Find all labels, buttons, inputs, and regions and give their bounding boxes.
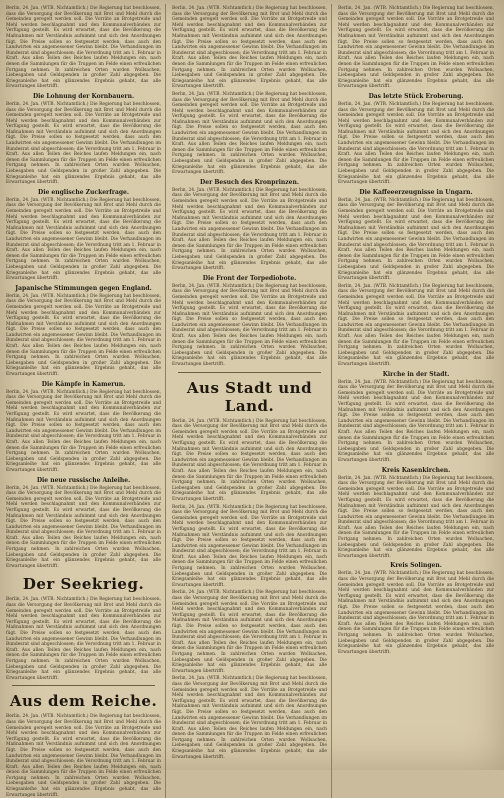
article-body: Berlin, 24. Jan. (WTB. Nichtamtlich.) Die Regierung hat beschlossen, dass die Versorgung der Bevölkerung mit Brot und Mehl durch die Gemeinden geregelt werden soll. Die Vorräte an Brotgetreide und Mehl werden beschlagnahmt und den Kommunalverbänden zur Verfügung gestellt. Es wird erwartet, dass die Bevölkerung die Maßnahmen mit Verständnis aufnimmt und sich den Anordnungen fügt. Die Preise sollen so festgesetzt werden, dass auch den Landwirten ein angemessener Gewinn bleibt. Die Verhandlungen im Bundesrat sind abgeschlossen; die Verordnung tritt am 1. Februar in Kraft. Aus allen Teilen des Reiches laufen Meldungen ein, nach denen die Sammlungen für die Truppen im Felde einen erfreulichen Fortgang nehmen. In zahlreichen Orten wurden Wollsachen, Liebesgaben und Geldspenden in großer Zahl abgegeben. Die Kriegsanleihe hat ein glänzendes Ergebnis gehabt, das alle Erwartungen übertrifft.	[172, 590, 327, 674]
article-body: Berlin, 24. Jan. (WTB. Nichtamtlich.) Die Regierung hat beschlossen, dass die Versorgung der Bevölkerung mit Brot und Mehl durch die Gemeinden geregelt werden soll. Die Vorräte an Brotgetreide und Mehl werden beschlagnahmt und den Kommunalverbänden zur Verfügung gestellt. Es wird erwartet, dass die Bevölkerung die Maßnahmen mit Verständnis aufnimmt und sich den Anordnungen fügt. Die Preise sollen so festgesetzt werden, dass auch den Landwirten ein angemessener Gewinn bleibt. Die Verhandlungen im Bundesrat sind abgeschlossen; die Verordnung tritt am 1. Februar in Kraft. Aus allen Teilen des Reiches laufen Meldungen ein, nach denen die Sammlungen für die Truppen im Felde einen erfreulichen Fortgang nehmen. In zahlreichen Orten wurden Wollsachen, Liebesgaben und Geldspenden in großer Zahl abgegeben. Die Kriegsanleihe hat ein glänzendes Ergebnis gehabt, das alle Erwartungen übertrifft.	[6, 293, 161, 378]
article-body: Berlin, 24. Jan. (WTB. Nichtamtlich.) Die Regierung hat beschlossen, dass die Versorgung der Bevölkerung mit Brot und Mehl durch die Gemeinden geregelt werden soll. Die Vorräte an Brotgetreide und Mehl werden beschlagnahmt und den Kommunalverbänden zur Verfügung gestellt. Es wird erwartet, dass die Bevölkerung die Maßnahmen mit Verständnis aufnimmt und sich den Anordnungen fügt. Die Preise sollen so festgesetzt werden, dass auch den Landwirten ein angemessener Gewinn bleibt. Die Verhandlungen im Bundesrat sind abgeschlossen; die Verordnung tritt am 1. Februar in Kraft. Aus allen Teilen des Reiches laufen Meldungen ein, nach denen die Sammlungen für die Truppen im Felde einen erfreulichen Fortgang nehmen. In zahlreichen Orten wurden Wollsachen, Liebesgaben und Geldspenden in großer Zahl abgegeben. Die Kriegsanleihe hat ein glänzendes Ergebnis gehabt, das alle Erwartungen übertrifft.	[6, 714, 161, 798]
article-body: Berlin, 24. Jan. (WTB. Nichtamtlich.) Die Regierung hat beschlossen, dass die Versorgung der Bevölkerung mit Brot und Mehl durch die Gemeinden geregelt werden soll. Die Vorräte an Brotgetreide und Mehl werden beschlagnahmt und den Kommunalverbänden zur Verfügung gestellt. Es wird erwartet, dass die Bevölkerung die Maßnahmen mit Verständnis aufnimmt und sich den Anordnungen fügt. Die Preise sollen so festgesetzt werden, dass auch den Landwirten ein angemessener Gewinn bleibt. Die Verhandlungen im Bundesrat sind abgeschlossen; die Verordnung tritt am 1. Februar in Kraft. Aus allen Teilen des Reiches laufen Meldungen ein, nach denen die Sammlungen für die Truppen im Felde einen erfreulichen Fortgang nehmen. In zahlreichen Orten wurden Wollsachen, Liebesgaben und Geldspenden in großer Zahl abgegeben. Die Kriegsanleihe hat ein glänzendes Ergebnis gehabt, das alle Erwartungen übertrifft.	[6, 101, 161, 186]
column-right	[338, 4, 498, 798]
article-body: Berlin, 24. Jan. (WTB. Nichtamtlich.) Die Regierung hat beschlossen, dass die Versorgung der Bevölkerung mit Brot und Mehl durch die Gemeinden geregelt werden soll. Die Vorräte an Brotgetreide und Mehl werden beschlagnahmt und den Kommunalverbänden zur Verfügung gestellt. Es wird erwartet, dass die Bevölkerung die Maßnahmen mit Verständnis aufnimmt und sich den Anordnungen fügt. Die Preise sollen so festgesetzt werden, dass auch den Landwirten ein angemessener Gewinn bleibt. Die Verhandlungen im Bundesrat sind abgeschlossen; die Verordnung tritt am 1. Februar in Kraft. Aus allen Teilen des Reiches laufen Meldungen ein, nach denen die Sammlungen für die Truppen im Felde einen erfreulichen Fortgang nehmen. In zahlreichen Orten wurden Wollsachen, Liebesgaben und Geldspenden in großer Zahl abgegeben. Die Kriegsanleihe hat ein glänzendes Ergebnis gehabt, das alle Erwartungen übertrifft.	[172, 6, 327, 90]
divider	[12, 685, 155, 686]
headline: Die Lohnung der Kornbauern.	[32, 92, 135, 100]
article-body: Berlin, 24. Jan. (WTB. Nichtamtlich.) Die Regierung hat beschlossen, dass die Versorgung der Bevölkerung mit Brot und Mehl durch die Gemeinden geregelt werden soll. Die Vorräte an Brotgetreide und Mehl werden beschlagnahmt und den Kommunalverbänden zur Verfügung gestellt. Es wird erwartet, dass die Bevölkerung die Maßnahmen mit Verständnis aufnimmt und sich den Anordnungen fügt. Die Preise sollen so festgesetzt werden, dass auch den Landwirten ein angemessener Gewinn bleibt. Die Verhandlungen im Bundesrat sind abgeschlossen; die Verordnung tritt am 1. Februar in Kraft. Aus allen Teilen des Reiches laufen Meldungen ein, nach denen die Sammlungen für die Truppen im Felde einen erfreulichen Fortgang nehmen. In zahlreichen Orten wurden Wollsachen, Liebesgaben und Geldspenden in großer Zahl abgegeben. Die Kriegsanleihe hat ein glänzendes Ergebnis gehabt, das alle Erwartungen übertrifft.	[338, 6, 494, 90]
article-body: Berlin, 24. Jan. (WTB. Nichtamtlich.) Die Regierung hat beschlossen, dass die Versorgung der Bevölkerung mit Brot und Mehl durch die Gemeinden geregelt werden soll. Die Vorräte an Brotgetreide und Mehl werden beschlagnahmt und den Kommunalverbänden zur Verfügung gestellt. Es wird erwartet, dass die Bevölkerung die Maßnahmen mit Verständnis aufnimmt und sich den Anordnungen fügt. Die Preise sollen so festgesetzt werden, dass auch den Landwirten ein angemessener Gewinn bleibt. Die Verhandlungen im Bundesrat sind abgeschlossen; die Verordnung tritt am 1. Februar in Kraft. Aus allen Teilen des Reiches laufen Meldungen ein, nach denen die Sammlungen für die Truppen im Felde einen erfreulichen Fortgang nehmen. In zahlreichen Orten wurden Wollsachen, Liebesgaben und Geldspenden in großer Zahl abgegeben. Die Kriegsanleihe hat ein glänzendes Ergebnis gehabt, das alle Erwartungen übertrifft.	[338, 379, 494, 463]
headline: Die Kämpfe in Kamerun.	[41, 380, 126, 388]
article-body: Berlin, 24. Jan. (WTB. Nichtamtlich.) Die Regierung hat beschlossen, dass die Versorgung der Bevölkerung mit Brot und Mehl durch die Gemeinden geregelt werden soll. Die Vorräte an Brotgetreide und Mehl werden beschlagnahmt und den Kommunalverbänden zur Verfügung gestellt. Es wird erwartet, dass die Bevölkerung die Maßnahmen mit Verständnis aufnimmt und sich den Anordnungen fügt. Die Preise sollen so festgesetzt werden, dass auch den Landwirten ein angemessener Gewinn bleibt. Die Verhandlungen im Bundesrat sind abgeschlossen; die Verordnung tritt am 1. Februar in Kraft. Aus allen Teilen des Reiches laufen Meldungen ein, nach denen die Sammlungen für die Truppen im Felde einen erfreulichen Fortgang nehmen. In zahlreichen Orten wurden Wollsachen, Liebesgaben und Geldspenden in großer Zahl abgegeben. Die Kriegsanleihe hat ein glänzendes Ergebnis gehabt, das alle Erwartungen übertrifft.	[172, 283, 327, 368]
headline: Die englische Zuckerfrage.	[38, 188, 129, 196]
headline: Die Kaffeeerzeugnisse in Ungarn.	[359, 188, 473, 196]
section-title-seekrieg: Der Seekrieg.	[22, 575, 145, 594]
headline: Kirche in der Stadt.	[382, 370, 450, 378]
divider	[178, 372, 321, 373]
article-body: Berlin, 24. Jan. (WTB. Nichtamtlich.) Die Regierung hat beschlossen, dass die Versorgung der Bevölkerung mit Brot und Mehl durch die Gemeinden geregelt werden soll. Die Vorräte an Brotgetreide und Mehl werden beschlagnahmt und den Kommunalverbänden zur Verfügung gestellt. Es wird erwartet, dass die Bevölkerung die Maßnahmen mit Verständnis aufnimmt und sich den Anordnungen fügt. Die Preise sollen so festgesetzt werden, dass auch den Landwirten ein angemessener Gewinn bleibt. Die Verhandlungen im Bundesrat sind abgeschlossen; die Verordnung tritt am 1. Februar in Kraft. Aus allen Teilen des Reiches laufen Meldungen ein, nach denen die Sammlungen für die Truppen im Felde einen erfreulichen Fortgang nehmen. In zahlreichen Orten wurden Wollsachen, Liebesgaben und Geldspenden in großer Zahl abgegeben. Die Kriegsanleihe hat ein glänzendes Ergebnis gehabt, das alle Erwartungen übertrifft.	[338, 283, 494, 368]
article-body: Berlin, 24. Jan. (WTB. Nichtamtlich.) Die Regierung hat beschlossen, dass die Versorgung der Bevölkerung mit Brot und Mehl durch die Gemeinden geregelt werden soll. Die Vorräte an Brotgetreide und Mehl werden beschlagnahmt und den Kommunalverbänden zur Verfügung gestellt. Es wird erwartet, dass die Bevölkerung die Maßnahmen mit Verständnis aufnimmt und sich den Anordnungen fügt. Die Preise sollen so festgesetzt werden, dass auch den Landwirten ein angemessener Gewinn bleibt. Die Verhandlungen im Bundesrat sind abgeschlossen; die Verordnung tritt am 1. Februar in Kraft. Aus allen Teilen des Reiches laufen Meldungen ein, nach denen die Sammlungen für die Truppen im Felde einen erfreulichen Fortgang nehmen. In zahlreichen Orten wurden Wollsachen, Liebesgaben und Geldspenden in großer Zahl abgegeben. Die Kriegsanleihe hat ein glänzendes Ergebnis gehabt, das alle Erwartungen übertrifft.	[172, 676, 327, 760]
column-left	[6, 4, 166, 798]
article-body: Berlin, 24. Jan. (WTB. Nichtamtlich.) Die Regierung hat beschlossen, dass die Versorgung der Bevölkerung mit Brot und Mehl durch die Gemeinden geregelt werden soll. Die Vorräte an Brotgetreide und Mehl werden beschlagnahmt und den Kommunalverbänden zur Verfügung gestellt. Es wird erwartet, dass die Bevölkerung die Maßnahmen mit Verständnis aufnimmt und sich den Anordnungen fügt. Die Preise sollen so festgesetzt werden, dass auch den Landwirten ein angemessener Gewinn bleibt. Die Verhandlungen im Bundesrat sind abgeschlossen; die Verordnung tritt am 1. Februar in Kraft. Aus allen Teilen des Reiches laufen Meldungen ein, nach denen die Sammlungen für die Truppen im Felde einen erfreulichen Fortgang nehmen. In zahlreichen Orten wurden Wollsachen, Liebesgaben und Geldspenden in großer Zahl abgegeben. Die Kriegsanleihe hat ein glänzendes Ergebnis gehabt, das alle Erwartungen übertrifft.	[172, 187, 327, 272]
article-body: Berlin, 24. Jan. (WTB. Nichtamtlich.) Die Regierung hat beschlossen, dass die Versorgung der Bevölkerung mit Brot und Mehl durch die Gemeinden geregelt werden soll. Die Vorräte an Brotgetreide und Mehl werden beschlagnahmt und den Kommunalverbänden zur Verfügung gestellt. Es wird erwartet, dass die Bevölkerung die Maßnahmen mit Verständnis aufnimmt und sich den Anordnungen fügt. Die Preise sollen so festgesetzt werden, dass auch den Landwirten ein angemessener Gewinn bleibt. Die Verhandlungen im Bundesrat sind abgeschlossen; die Verordnung tritt am 1. Februar in Kraft. Aus allen Teilen des Reiches laufen Meldungen ein, nach denen die Sammlungen für die Truppen im Felde einen erfreulichen Fortgang nehmen. In zahlreichen Orten wurden Wollsachen, Liebesgaben und Geldspenden in großer Zahl abgegeben. Die Kriegsanleihe hat ein glänzendes Ergebnis gehabt, das alle Erwartungen übertrifft.	[172, 504, 327, 588]
article-body: Berlin, 24. Jan. (WTB. Nichtamtlich.) Die Regierung hat beschlossen, dass die Versorgung der Bevölkerung mit Brot und Mehl durch die Gemeinden geregelt werden soll. Die Vorräte an Brotgetreide und Mehl werden beschlagnahmt und den Kommunalverbänden zur Verfügung gestellt. Es wird erwartet, dass die Bevölkerung die Maßnahmen mit Verständnis aufnimmt und sich den Anordnungen fügt. Die Preise sollen so festgesetzt werden, dass auch den Landwirten ein angemessener Gewinn bleibt. Die Verhandlungen im Bundesrat sind abgeschlossen; die Verordnung tritt am 1. Februar in Kraft. Aus allen Teilen des Reiches laufen Meldungen ein, nach denen die Sammlungen für die Truppen im Felde einen erfreulichen Fortgang nehmen. In zahlreichen Orten wurden Wollsachen, Liebesgaben und Geldspenden in großer Zahl abgegeben. Die Kriegsanleihe hat ein glänzendes Ergebnis gehabt, das alle Erwartungen übertrifft.	[6, 389, 161, 473]
section-title-reich: Aus dem Reiche.	[9, 692, 158, 711]
article-body: Berlin, 24. Jan. (WTB. Nichtamtlich.) Die Regierung hat beschlossen, dass die Versorgung der Bevölkerung mit Brot und Mehl durch die Gemeinden geregelt werden soll. Die Vorräte an Brotgetreide und Mehl werden beschlagnahmt und den Kommunalverbänden zur Verfügung gestellt. Es wird erwartet, dass die Bevölkerung die Maßnahmen mit Verständnis aufnimmt und sich den Anordnungen fügt. Die Preise sollen so festgesetzt werden, dass auch den Landwirten ein angemessener Gewinn bleibt. Die Verhandlungen im Bundesrat sind abgeschlossen; die Verordnung tritt am 1. Februar in Kraft. Aus allen Teilen des Reiches laufen Meldungen ein, nach denen die Sammlungen für die Truppen im Felde einen erfreulichen Fortgang nehmen. In zahlreichen Orten wurden Wollsachen, Liebesgaben und Geldspenden in großer Zahl abgegeben. Die Kriegsanleihe hat ein glänzendes Ergebnis gehabt, das alle Erwartungen übertrifft.	[172, 91, 327, 176]
article-body: Berlin, 24. Jan. (WTB. Nichtamtlich.) Die Regierung hat beschlossen, dass die Versorgung der Bevölkerung mit Brot und Mehl durch die Gemeinden geregelt werden soll. Die Vorräte an Brotgetreide und Mehl werden beschlagnahmt und den Kommunalverbänden zur Verfügung gestellt. Es wird erwartet, dass die Bevölkerung die Maßnahmen mit Verständnis aufnimmt und sich den Anordnungen fügt. Die Preise sollen so festgesetzt werden, dass auch den Landwirten ein angemessener Gewinn bleibt. Die Verhandlungen im Bundesrat sind abgeschlossen; die Verordnung tritt am 1. Februar in Kraft. Aus allen Teilen des Reiches laufen Meldungen ein, nach denen die Sammlungen für die Truppen im Felde einen erfreulichen Fortgang nehmen. In zahlreichen Orten wurden Wollsachen, Liebesgaben und Geldspenden in großer Zahl abgegeben. Die Kriegsanleihe hat ein glänzendes Ergebnis gehabt, das alle Erwartungen übertrifft.	[338, 101, 494, 186]
headline: Die neue russische Anleihe.	[36, 476, 131, 484]
article-body: Berlin, 24. Jan. (WTB. Nichtamtlich.) Die Regierung hat beschlossen, dass die Versorgung der Bevölkerung mit Brot und Mehl durch die Gemeinden geregelt werden soll. Die Vorräte an Brotgetreide und Mehl werden beschlagnahmt und den Kommunalverbänden zur Verfügung gestellt. Es wird erwartet, dass die Bevölkerung die Maßnahmen mit Verständnis aufnimmt und sich den Anordnungen fügt. Die Preise sollen so festgesetzt werden, dass auch den Landwirten ein angemessener Gewinn bleibt. Die Verhandlungen im Bundesrat sind abgeschlossen; die Verordnung tritt am 1. Februar in Kraft. Aus allen Teilen des Reiches laufen Meldungen ein, nach denen die Sammlungen für die Truppen im Felde einen erfreulichen Fortgang nehmen. In zahlreichen Orten wurden Wollsachen, Liebesgaben und Geldspenden in großer Zahl abgegeben. Die Kriegsanleihe hat ein glänzendes Ergebnis gehabt, das alle Erwartungen übertrifft.	[338, 197, 494, 282]
article-body: Berlin, 24. Jan. (WTB. Nichtamtlich.) Die Regierung hat beschlossen, dass die Versorgung der Bevölkerung mit Brot und Mehl durch die Gemeinden geregelt werden soll. Die Vorräte an Brotgetreide und Mehl werden beschlagnahmt und den Kommunalverbänden zur Verfügung gestellt. Es wird erwartet, dass die Bevölkerung die Maßnahmen mit Verständnis aufnimmt und sich den Anordnungen fügt. Die Preise sollen so festgesetzt werden, dass auch den Landwirten ein angemessener Gewinn bleibt. Die Verhandlungen im Bundesrat sind abgeschlossen; die Verordnung tritt am 1. Februar in Kraft. Aus allen Teilen des Reiches laufen Meldungen ein, nach denen die Sammlungen für die Truppen im Felde einen erfreulichen Fortgang nehmen. In zahlreichen Orten wurden Wollsachen, Liebesgaben und Geldspenden in großer Zahl abgegeben. Die Kriegsanleihe hat ein glänzendes Ergebnis gehabt, das alle Erwartungen übertrifft.	[6, 597, 161, 681]
headline: Das letzte Stück Eroberung.	[368, 92, 464, 100]
column-middle	[172, 4, 332, 798]
article-body: Berlin, 24. Jan. (WTB. Nichtamtlich.) Die Regierung hat beschlossen, dass die Versorgung der Bevölkerung mit Brot und Mehl durch die Gemeinden geregelt werden soll. Die Vorräte an Brotgetreide und Mehl werden beschlagnahmt und den Kommunalverbänden zur Verfügung gestellt. Es wird erwartet, dass die Bevölkerung die Maßnahmen mit Verständnis aufnimmt und sich den Anordnungen fügt. Die Preise sollen so festgesetzt werden, dass auch den Landwirten ein angemessener Gewinn bleibt. Die Verhandlungen im Bundesrat sind abgeschlossen; die Verordnung tritt am 1. Februar in Kraft. Aus allen Teilen des Reiches laufen Meldungen ein, nach denen die Sammlungen für die Truppen im Felde einen erfreulichen Fortgang nehmen. In zahlreichen Orten wurden Wollsachen, Liebesgaben und Geldspenden in großer Zahl abgegeben. Die Kriegsanleihe hat ein glänzendes Ergebnis gehabt, das alle Erwartungen übertrifft.	[6, 197, 161, 282]
headline: Japanische Stimmungen gegen England.	[15, 284, 152, 292]
article-body: Berlin, 24. Jan. (WTB. Nichtamtlich.) Die Regierung hat beschlossen, dass die Versorgung der Bevölkerung mit Brot und Mehl durch die Gemeinden geregelt werden soll. Die Vorräte an Brotgetreide und Mehl werden beschlagnahmt und den Kommunalverbänden zur Verfügung gestellt. Es wird erwartet, dass die Bevölkerung die Maßnahmen mit Verständnis aufnimmt und sich den Anordnungen fügt. Die Preise sollen so festgesetzt werden, dass auch den Landwirten ein angemessener Gewinn bleibt. Die Verhandlungen im Bundesrat sind abgeschlossen; die Verordnung tritt am 1. Februar in Kraft. Aus allen Teilen des Reiches laufen Meldungen ein, nach denen die Sammlungen für die Truppen im Felde einen erfreulichen Fortgang nehmen. In zahlreichen Orten wurden Wollsachen, Liebesgaben und Geldspenden in großer Zahl abgegeben. Die Kriegsanleihe hat ein glänzendes Ergebnis gehabt, das alle Erwartungen übertrifft.	[338, 571, 494, 655]
headline: Kreis Kasenkirchen.	[381, 466, 451, 474]
section-title-stadt: Aus Stadt und Land.	[186, 378, 313, 415]
article-body: Berlin, 24. Jan. (WTB. Nichtamtlich.) Die Regierung hat beschlossen, dass die Versorgung der Bevölkerung mit Brot und Mehl durch die Gemeinden geregelt werden soll. Die Vorräte an Brotgetreide und Mehl werden beschlagnahmt und den Kommunalverbänden zur Verfügung gestellt. Es wird erwartet, dass die Bevölkerung die Maßnahmen mit Verständnis aufnimmt und sich den Anordnungen fügt. Die Preise sollen so festgesetzt werden, dass auch den Landwirten ein angemessener Gewinn bleibt. Die Verhandlungen im Bundesrat sind abgeschlossen; die Verordnung tritt am 1. Februar in Kraft. Aus allen Teilen des Reiches laufen Meldungen ein, nach denen die Sammlungen für die Truppen im Felde einen erfreulichen Fortgang nehmen. In zahlreichen Orten wurden Wollsachen, Liebesgaben und Geldspenden in großer Zahl abgegeben. Die Kriegsanleihe hat ein glänzendes Ergebnis gehabt, das alle Erwartungen übertrifft.	[6, 485, 161, 569]
article-body: Berlin, 24. Jan. (WTB. Nichtamtlich.) Die Regierung hat beschlossen, dass die Versorgung der Bevölkerung mit Brot und Mehl durch die Gemeinden geregelt werden soll. Die Vorräte an Brotgetreide und Mehl werden beschlagnahmt und den Kommunalverbänden zur Verfügung gestellt. Es wird erwartet, dass die Bevölkerung die Maßnahmen mit Verständnis aufnimmt und sich den Anordnungen fügt. Die Preise sollen so festgesetzt werden, dass auch den Landwirten ein angemessener Gewinn bleibt. Die Verhandlungen im Bundesrat sind abgeschlossen; die Verordnung tritt am 1. Februar in Kraft. Aus allen Teilen des Reiches laufen Meldungen ein, nach denen die Sammlungen für die Truppen im Felde einen erfreulichen Fortgang nehmen. In zahlreichen Orten wurden Wollsachen, Liebesgaben und Geldspenden in großer Zahl abgegeben. Die Kriegsanleihe hat ein glänzendes Ergebnis gehabt, das alle Erwartungen übertrifft.	[172, 418, 327, 502]
headline: Kreis Solingen.	[390, 562, 442, 570]
headline: Der Besuch des Kronprinzen.	[200, 178, 299, 186]
article-body: Berlin, 24. Jan. (WTB. Nichtamtlich.) Die Regierung hat beschlossen, dass die Versorgung der Bevölkerung mit Brot und Mehl durch die Gemeinden geregelt werden soll. Die Vorräte an Brotgetreide und Mehl werden beschlagnahmt und den Kommunalverbänden zur Verfügung gestellt. Es wird erwartet, dass die Bevölkerung die Maßnahmen mit Verständnis aufnimmt und sich den Anordnungen fügt. Die Preise sollen so festgesetzt werden, dass auch den Landwirten ein angemessener Gewinn bleibt. Die Verhandlungen im Bundesrat sind abgeschlossen; die Verordnung tritt am 1. Februar in Kraft. Aus allen Teilen des Reiches laufen Meldungen ein, nach denen die Sammlungen für die Truppen im Felde einen erfreulichen Fortgang nehmen. In zahlreichen Orten wurden Wollsachen, Liebesgaben und Geldspenden in großer Zahl abgegeben. Die Kriegsanleihe hat ein glänzendes Ergebnis gehabt, das alle Erwartungen übertrifft.	[338, 475, 494, 559]
article-body: Berlin, 24. Jan. (WTB. Nichtamtlich.) Die Regierung hat beschlossen, dass die Versorgung der Bevölkerung mit Brot und Mehl durch die Gemeinden geregelt werden soll. Die Vorräte an Brotgetreide und Mehl werden beschlagnahmt und den Kommunalverbänden zur Verfügung gestellt. Es wird erwartet, dass die Bevölkerung die Maßnahmen mit Verständnis aufnimmt und sich den Anordnungen fügt. Die Preise sollen so festgesetzt werden, dass auch den Landwirten ein angemessener Gewinn bleibt. Die Verhandlungen im Bundesrat sind abgeschlossen; die Verordnung tritt am 1. Februar in Kraft. Aus allen Teilen des Reiches laufen Meldungen ein, nach denen die Sammlungen für die Truppen im Felde einen erfreulichen Fortgang nehmen. In zahlreichen Orten wurden Wollsachen, Liebesgaben und Geldspenden in großer Zahl abgegeben. Die Kriegsanleihe hat ein glänzendes Ergebnis gehabt, das alle Erwartungen übertrifft.	[6, 6, 161, 90]
headline: Die Front der Torpediobote.	[202, 274, 297, 282]
